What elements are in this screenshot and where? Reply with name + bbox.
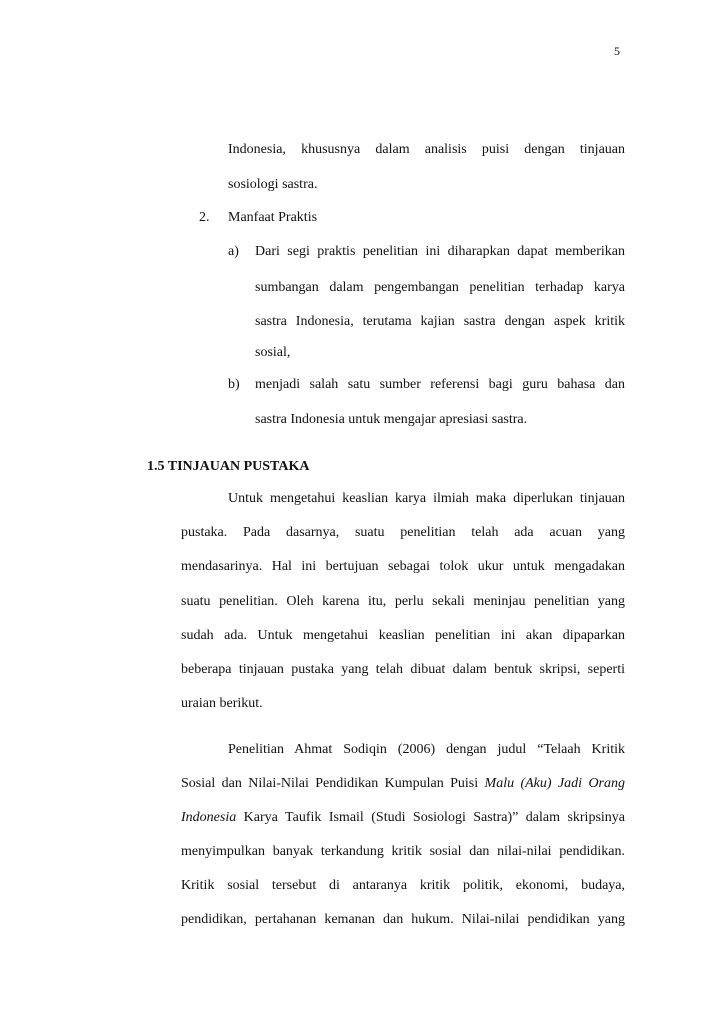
paragraph-line: suatu penelitian. Oleh karena itu, perlu sekali meninjau penelitian yang [181,594,625,609]
list-item-line: sumbangan dalam pengembangan penelitian terhadap karya [255,280,625,295]
book-title-italic: Indonesia [181,810,237,825]
list-item-line: sastra Indonesia untuk mengajar apresiasi sastra. [255,412,528,427]
paragraph-line [181,809,625,827]
list-item-line: menjadi salah satu sumber referensi bagi guru bahasa dan [255,377,625,392]
paragraph-line: sudah ada. Untuk mengetahui keaslian penelitian ini akan dipaparkan [181,628,625,643]
paragraph-line: Penelitian Ahmat Sodiqin (2006) dengan judul “Telaah Kritik [228,742,625,757]
paragraph-line: Untuk mengetahui keaslian karya ilmiah maka diperlukan tinjauan [228,491,625,506]
paragraph-text: Sosial dan Nilai-Nilai Pendidikan Kumpulan Puisi [181,776,485,791]
list-marker: b) [228,377,240,392]
list-heading: Manfaat Praktis [228,210,318,225]
paragraph-line [181,775,625,793]
paragraph-line: pendidikan, pertahanan kemanan dan hukum. Nilai-nilai pendidikan yang [181,912,625,927]
section-heading: 1.5 TINJAUAN PUSTAKA [147,459,310,474]
paragraph-line: beberapa tinjauan pustaka yang telah dibuat dalam bentuk skripsi, seperti [181,662,625,677]
list-number: 2. [199,210,210,225]
list-item-line: sastra Indonesia, terutama kajian sastra dengan aspek kritik [255,314,625,329]
paragraph-line: mendasarinya. Hal ini bertujuan sebagai tolok ukur untuk mengadakan [181,559,625,574]
list-item-line: Dari segi praktis penelitian ini diharapkan dapat memberikan [255,244,625,259]
page-number: 5 [614,44,620,58]
paragraph-text: Karya Taufik Ismail (Studi Sosiologi Sastra)” dalam skripsinya [236,810,625,825]
body-line: sosiologi sastra. [228,177,318,192]
paragraph-line: pustaka. Pada dasarnya, suatu penelitian telah ada acuan yang [181,525,625,540]
book-title-italic: Malu (Aku) Jadi Orang [484,776,625,791]
paragraph-line: menyimpulkan banyak terkandung kritik sosial dan nilai-nilai pendidikan. [181,844,625,859]
list-marker: a) [228,244,239,259]
body-line: Indonesia, khususnya dalam analisis puisi dengan tinjauan [228,142,625,157]
list-item-line: sosial, [255,345,291,360]
paragraph-line: uraian berikut. [181,696,263,711]
paragraph-line: Kritik sosial tersebut di antaranya kritik politik, ekonomi, budaya, [181,878,625,893]
